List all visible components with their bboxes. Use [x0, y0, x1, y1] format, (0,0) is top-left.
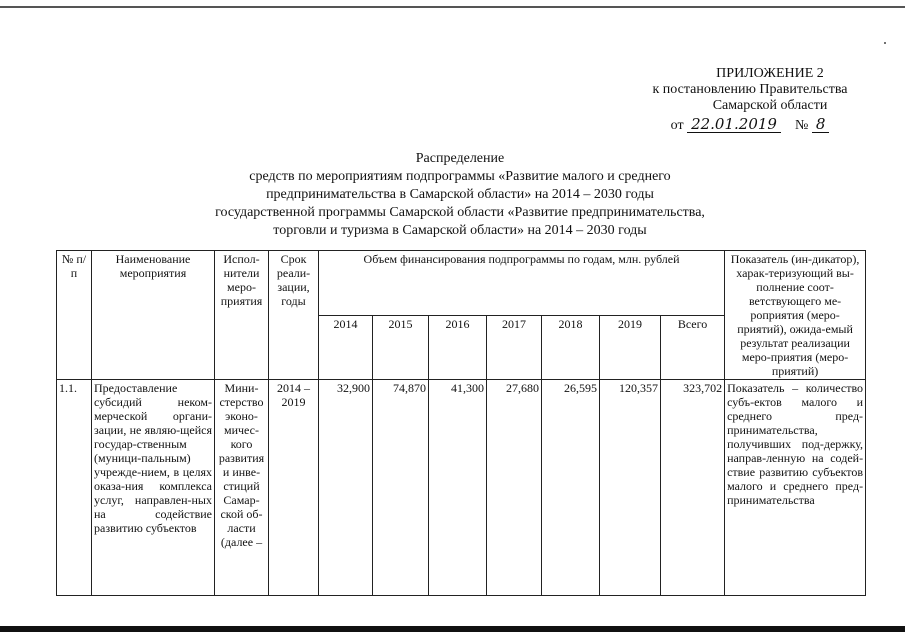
appendix-block — [600, 66, 900, 134]
scan-speck — [884, 42, 886, 44]
date-prefix: от — [670, 118, 684, 133]
header-name: Наименование мероприятия — [92, 251, 215, 380]
row-indicator: Показатель – количество субъ-ектов малого и среднего пред-принимательства, получивших под-держку, направ-ленную на содей-ствие развитию субъектов малого и среднего пред-принимательства — [725, 380, 866, 596]
row-value: 32,900 — [319, 380, 373, 596]
row-value: 27,680 — [487, 380, 542, 596]
scan-bottom-edge — [0, 626, 905, 632]
header-year: 2018 — [542, 315, 600, 380]
row-value: 120,357 — [600, 380, 661, 596]
title-line-5: торговли и туризма в Самарской области» на 2014 – 2030 годы — [273, 223, 647, 238]
row-value: 74,870 — [373, 380, 429, 596]
header-total: Всего — [661, 315, 725, 380]
appendix-title: ПРИЛОЖЕНИЕ 2 — [716, 66, 824, 81]
table-header-row — [57, 251, 866, 316]
row-term: 2014 – 2019 — [269, 380, 319, 596]
header-executor: Испол-нители меро-приятия — [215, 251, 269, 380]
document-title — [140, 150, 780, 240]
appendix-line-1: к постановлению Правительства — [652, 82, 848, 97]
number-prefix: № — [794, 118, 809, 133]
header-year: 2017 — [487, 315, 542, 380]
header-num: № п/п — [57, 251, 92, 380]
header-year: 2016 — [429, 315, 487, 380]
header-year: 2015 — [373, 315, 429, 380]
header-year: 2014 — [319, 315, 373, 380]
number-value: 8 — [812, 116, 830, 133]
title-line-1: Распределение — [415, 151, 505, 166]
header-funding: Объем финансирования подпрограммы по годам, млн. рублей — [319, 251, 725, 316]
title-line-4: государственной программы Самарской области «Развитие предпринимательства, — [215, 205, 705, 220]
appendix-line-2: Самарской области — [712, 98, 828, 113]
table-row — [57, 380, 866, 596]
appendix-date-line — [600, 116, 900, 134]
header-indicator: Показатель (ин-дикатор), харак-теризующий вы-полнение соот-ветствующего ме-роприятия (меро-приятий), ожида-емый результат реализации меро-приятия (меро-приятий) — [725, 251, 866, 380]
scan-top-edge — [0, 6, 905, 8]
row-executor: Мини-стерство эконо-мичес-кого развития и инве-стиций Самар-ской об-ласти (далее – — [215, 380, 269, 596]
funding-table — [56, 250, 866, 596]
header-term: Срок реали-зации, годы — [269, 251, 319, 380]
row-num: 1.1. — [57, 380, 92, 596]
title-line-3: предпринимательства в Самарской области» на 2014 – 2030 годы — [266, 187, 654, 202]
date-value: 22.01.2019 — [687, 116, 781, 133]
row-value: 41,300 — [429, 380, 487, 596]
header-year: 2019 — [600, 315, 661, 380]
row-value: 26,595 — [542, 380, 600, 596]
title-line-2: средств по мероприятиям подпрограммы «Развитие малого и среднего — [249, 169, 671, 184]
row-total: 323,702 — [661, 380, 725, 596]
row-name: Предоставление субсидий неком-мерческой органи-зации, не являю-щейся государ-ственным (муници-пальным) учрежде-нием, в целях оказа-ния комплекса услуг, направлен-ных на содействие развитию субъектов — [92, 380, 215, 596]
